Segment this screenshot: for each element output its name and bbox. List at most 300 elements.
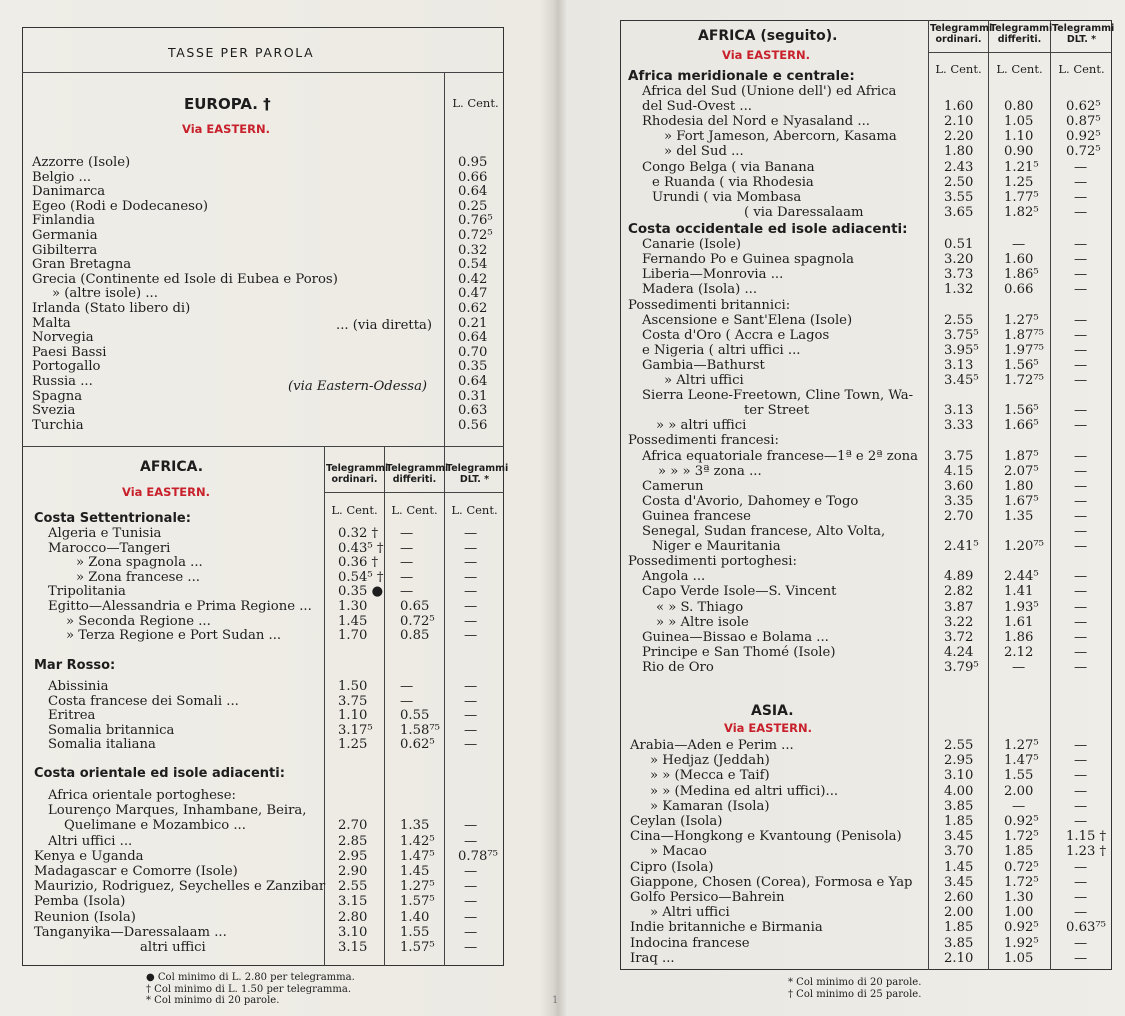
africa-row-ordinari: 3.15	[338, 894, 368, 909]
left-footnote-1: ● Col minimo di L. 2.80 per telegramma.	[146, 972, 355, 983]
africa-row-label: » Terza Regione e Port Sudan ...	[66, 628, 282, 643]
africa-cont-row-label: Gambia—Bathurst	[642, 358, 765, 373]
africa-row-label: Eritrea	[48, 708, 96, 723]
africa-cont-row-value: 2.43	[944, 160, 974, 175]
europa-row-value: 0.66	[458, 170, 488, 185]
africa-row-dlt: —	[464, 694, 478, 709]
europa-row-value: 0.64	[458, 374, 488, 389]
africa-cont-row-value: 3.73	[944, 267, 974, 282]
europa-col-rule	[444, 72, 445, 446]
africa-cont-row-label: Guinea francese	[642, 509, 751, 524]
europa-row-value: 0.32	[458, 243, 488, 258]
europa-row-value: 0.64	[458, 184, 488, 199]
africa-cont-row-label: Fernando Po e Guinea spagnola	[642, 252, 855, 267]
africa-cont-row-value: 2.41⁵	[944, 539, 979, 554]
asia-row-value: —	[1074, 860, 1088, 875]
africa-cont-row-value: —	[1074, 343, 1088, 358]
africa-cont-row-value: 3.22	[944, 615, 974, 630]
europa-row-value: 0.56	[458, 418, 488, 433]
africa-row-ordinari: 3.15	[338, 940, 368, 955]
africa-cont-row-label: Guinea—Bissao e Bolama ...	[642, 630, 829, 645]
africa-cont-row-value: 1.87⁵	[1004, 449, 1039, 464]
africa-cont-row-value: —	[1074, 449, 1088, 464]
europa-row-value: 0.70	[458, 345, 488, 360]
africa-cont-row-value: 1.80	[944, 144, 974, 159]
africa-cont-row-value: 0.51	[944, 237, 974, 252]
africa-row-dlt: —	[464, 599, 478, 614]
europa-row-value: 0.54	[458, 257, 488, 272]
europa-row-value: 0.76⁵	[458, 213, 493, 228]
africa-row-ordinari: 0.54⁵ †	[338, 570, 384, 585]
africa-row-label: altri uffici	[140, 940, 206, 955]
asia-row-value: 3.85	[944, 799, 974, 814]
europa-row-label: Norvegia	[32, 330, 94, 345]
africa-cont-row-label: Africa equatoriale francese—1ª e 2ª zona	[642, 449, 918, 464]
africa-cont-section-title: Costa occidentale ed isole adiacenti:	[628, 221, 908, 237]
europa-unit: L. Cent.	[452, 96, 499, 110]
gutter-mark: 1	[552, 995, 559, 1006]
europa-row-value: 0.25	[458, 199, 488, 214]
asia-row-label: » » (Medina ed altri uffici)...	[650, 784, 839, 799]
europa-row-value: 0.64	[458, 330, 488, 345]
africa-cont-row-value: 1.20⁷⁵	[1004, 539, 1044, 554]
africa-section-title: Mar Rosso:	[34, 658, 116, 673]
europa-row-value: 0.72⁵	[458, 228, 493, 243]
africa-cont-row-value: 0.80	[1004, 99, 1034, 114]
africa-row-label: Somalia britannica	[48, 723, 175, 738]
asia-row-value: 1.85	[944, 814, 974, 829]
africa-row-label: Tanganyika—Daressalaam ...	[34, 925, 227, 940]
africa-row-dlt: —	[464, 679, 478, 694]
africa-row-label: Maurizio, Rodriguez, Seychelles e Zanzibar	[34, 879, 326, 894]
asia-row-value: 3.45	[944, 829, 974, 844]
europa-row-value: 0.21	[458, 316, 488, 331]
africa-cont-row-label: e Nigeria ( altri uffici ...	[642, 343, 801, 358]
europa-title: EUROPA. †	[184, 95, 271, 113]
africa-cont-row-label: Capo Verde Isole—S. Vincent	[642, 584, 837, 599]
right-col-rule-1	[928, 20, 929, 970]
africa-cont-row-value: —	[1074, 313, 1088, 328]
asia-row-value: 0.72⁵	[1004, 860, 1039, 875]
africa-row-differiti: —	[400, 679, 414, 694]
africa-cont-row-value: 2.20	[944, 129, 974, 144]
africa-cont-row-value: —	[1074, 418, 1088, 433]
africa-cont-row-value: 3.79⁵	[944, 660, 979, 675]
europa-row-label: Grecia (Continente ed Isole di Eubea e Poros)	[32, 272, 338, 287]
africa-cont-row-value: 1.56⁵	[1004, 358, 1039, 373]
asia-row-value: —	[1074, 875, 1088, 890]
right-head-rule	[928, 52, 1112, 53]
africa-cont-row-label: » » » 3ª zona ...	[658, 464, 762, 479]
europa-row-label: Egeo (Rodi e Dodecaneso)	[32, 199, 209, 214]
africa-row-differiti: 1.58⁷⁵	[400, 723, 440, 738]
africa-row-differiti: 0.62⁵	[400, 737, 435, 752]
asia-row-value: 0.63⁷⁵	[1066, 920, 1106, 935]
africa-cont-row-value: 1.66⁵	[1004, 418, 1039, 433]
africa-cont-row-label: Sierra Leone-Freetown, Cline Town, Wa-	[642, 388, 914, 403]
asia-row-value: 1.72⁵	[1004, 829, 1039, 844]
africa-row-label: » Zona spagnola ...	[76, 555, 203, 570]
left-footnote-2: † Col minimo di L. 1.50 per telegramma.	[146, 984, 352, 995]
asia-row-label: » Macao	[650, 844, 707, 859]
asia-row-value: —	[1074, 905, 1088, 920]
africa-row-differiti: —	[400, 555, 414, 570]
africa-cont-row-value: —	[1074, 630, 1088, 645]
africa-cont-row-value: 1.56⁵	[1004, 403, 1039, 418]
africa-cont-row-value: 1.61	[1004, 615, 1034, 630]
africa-row-ordinari: 1.10	[338, 708, 368, 723]
africa-cont-row-label: Camerun	[642, 479, 704, 494]
africa-cont-row-value: 1.82⁵	[1004, 205, 1039, 220]
africa-cont-row-value: 4.24	[944, 645, 974, 660]
africa-row-ordinari: 0.32 †	[338, 526, 379, 541]
asia-row-value: 1.85	[944, 920, 974, 935]
africa-row-ordinari: 2.80	[338, 910, 368, 925]
africa-row-ordinari: 3.17⁵	[338, 723, 373, 738]
africa-cont-row-value: 3.72	[944, 630, 974, 645]
africa-cont-row-value: —	[1074, 252, 1088, 267]
africa-cont-row-label: Angola ...	[642, 569, 706, 584]
africa-cont-row-label: « » S. Thiago	[656, 600, 744, 615]
europa-row-label: Russia ...	[32, 374, 93, 389]
africa-cont-row-value: 1.60	[1004, 252, 1034, 267]
africa-row-label: » Zona francese ...	[76, 570, 200, 585]
unit-ordinari: L. Cent.	[331, 503, 378, 517]
africa-cont-row-value: —	[1074, 539, 1088, 554]
asia-row-value: 2.00	[1004, 784, 1034, 799]
africa-row-ordinari: 2.95	[338, 849, 368, 864]
asia-row-value: 1.72⁵	[1004, 875, 1039, 890]
right-footnote-2: † Col minimo di 25 parole.	[788, 989, 922, 1000]
africa-cont-row-value: 1.93⁵	[1004, 600, 1039, 615]
africa-cont-row-label: Principe e San Thomé (Isole)	[642, 645, 836, 660]
africa-cont-row-value: 3.87	[944, 600, 974, 615]
africa-row-label: Pemba (Isola)	[34, 894, 126, 909]
africa-cont-row-value: 3.65	[944, 205, 974, 220]
africa-row-differiti: 1.35	[400, 818, 430, 833]
africa-cont-row-value: —	[1074, 373, 1088, 388]
r-col-differiti: Telegrammi differiti.	[990, 23, 1053, 45]
africa-row-differiti: —	[400, 541, 414, 556]
africa-row-dlt: —	[464, 940, 478, 955]
asia-row-value: 1.30	[1004, 890, 1034, 905]
africa-cont-row-value: 2.12	[1004, 645, 1034, 660]
europa-row-label: Gibilterra	[32, 243, 98, 258]
africa-cont-row-value: 0.92⁵	[1066, 129, 1101, 144]
asia-row-value: 3.85	[944, 936, 974, 951]
africa-cont-row-label: » Fort Jameson, Abercorn, Kasama	[664, 129, 897, 144]
africa-cont-row-label: Possedimenti britannici:	[628, 298, 791, 313]
asia-row-value: —	[1074, 784, 1088, 799]
asia-row-label: Arabia—Aden e Perim ...	[630, 738, 794, 753]
africa-cont-row-value: 1.80	[1004, 479, 1034, 494]
asia-row-label: » » (Mecca e Taif)	[650, 768, 770, 783]
africa-cont-row-value: —	[1074, 160, 1088, 175]
africa-cont-row-value: —	[1074, 569, 1088, 584]
asia-row-value: —	[1074, 768, 1088, 783]
right-col-rule-2	[988, 20, 989, 970]
africa-cont-row-label: Costa d'Avorio, Dahomey e Togo	[642, 494, 859, 509]
africa-section-title: Costa orientale ed isole adiacenti:	[34, 766, 285, 781]
africa-cont-row-value: —	[1074, 509, 1088, 524]
africa-row-label: Altri uffici ...	[48, 834, 133, 849]
r-col-dlt: Telegrammi DLT. *	[1052, 23, 1115, 45]
r-unit-differiti: L. Cent.	[996, 62, 1043, 76]
africa-cont-row-value: 1.27⁵	[1004, 313, 1039, 328]
africa-row-dlt: —	[464, 925, 478, 940]
africa-cont-row-value: —	[1074, 600, 1088, 615]
africa-cont-row-label: Senegal, Sudan francese, Alto Volta,	[642, 524, 886, 539]
africa-row-label: Africa orientale portoghese:	[48, 788, 236, 803]
africa-row-label: Reunion (Isola)	[34, 910, 136, 925]
africa-cont-row-label: Canarie (Isole)	[642, 237, 742, 252]
africa-cont-row-label: ter Street	[744, 403, 810, 418]
europa-row-label: Gran Bretagna	[32, 257, 132, 272]
europa-row-value: 0.31	[458, 389, 488, 404]
asia-row-label: Ceylan (Isola)	[630, 814, 723, 829]
africa-cont-row-label: Possedimenti portoghesi:	[628, 554, 797, 569]
africa-row-differiti: 1.42⁵	[400, 834, 435, 849]
asia-row-value: 3.10	[944, 768, 974, 783]
africa-cont-row-value: 1.72⁷⁵	[1004, 373, 1044, 388]
africa-cont-row-label: Costa d'Oro ( Accra e Lagos	[642, 328, 830, 343]
africa-cont-row-label: e Ruanda ( via Rhodesia	[652, 175, 814, 190]
col-dlt: Telegrammi DLT. *	[446, 463, 509, 485]
africa-cont-row-value: 0.90	[1004, 144, 1034, 159]
africa-row-differiti: 1.47⁵	[400, 849, 435, 864]
africa-row-ordinari: 2.90	[338, 864, 368, 879]
africa-row-dlt: —	[464, 723, 478, 738]
asia-row-value: —	[1012, 799, 1026, 814]
africa-cont-row-value: —	[1074, 328, 1088, 343]
africa-row-dlt: —	[464, 570, 478, 585]
africa-cont-row-value: 1.97⁷⁵	[1004, 343, 1044, 358]
asia-row-value: —	[1074, 753, 1088, 768]
africa-cont-row-value: 3.20	[944, 252, 974, 267]
africa-via: Via EASTERN.	[122, 485, 210, 499]
africa-cont-row-value: 3.45⁵	[944, 373, 979, 388]
europa-row-value: 0.35	[458, 359, 488, 374]
africa-cont-row-value: 0.66	[1004, 282, 1034, 297]
africa-row-label: Tripolitania	[48, 584, 126, 599]
asia-row-value: 1.27⁵	[1004, 738, 1039, 753]
asia-row-value: 2.10	[944, 951, 974, 966]
africa-row-label: Quelimane e Mozambico ...	[64, 818, 246, 833]
r-unit-dlt: L. Cent.	[1058, 62, 1105, 76]
europa-row-label: Paesi Bassi	[32, 345, 107, 360]
africa-row-differiti: 1.27⁵	[400, 879, 435, 894]
africa-cont-row-value: 0.72⁵	[1066, 144, 1101, 159]
africa-cont-row-value: —	[1074, 615, 1088, 630]
africa-cont-row-value: 1.41	[1004, 584, 1034, 599]
africa-cont-row-label: Rhodesia del Nord e Nyasaland ...	[642, 114, 870, 129]
africa-row-label: » Seconda Regione ...	[66, 614, 211, 629]
asia-row-value: —	[1074, 936, 1088, 951]
asia-row-label: Iraq ...	[630, 951, 675, 966]
asia-row-label: Cipro (Isola)	[630, 860, 714, 875]
asia-row-value: 3.70	[944, 844, 974, 859]
africa-cont-row-value: 3.60	[944, 479, 974, 494]
africa-row-dlt: —	[464, 614, 478, 629]
page-header: TASSE PER PAROLA	[168, 45, 315, 60]
africa-cont-row-label: Possedimenti francesi:	[628, 433, 779, 448]
asia-row-value: 1.92⁵	[1004, 936, 1039, 951]
africa-cont-row-value: 1.67⁵	[1004, 494, 1039, 509]
asia-row-label: Giappone, Chosen (Corea), Formosa e Yap	[630, 875, 913, 890]
africa-row-ordinari: 2.85	[338, 834, 368, 849]
africa-row-ordinari: 2.55	[338, 879, 368, 894]
africa-cont-row-value: 3.55	[944, 190, 974, 205]
asia-row-label: Indie britanniche e Birmania	[630, 920, 823, 935]
europa-via: Via EASTERN.	[182, 122, 270, 136]
europa-row-label: Danimarca	[32, 184, 106, 199]
africa-title: AFRICA.	[140, 459, 204, 475]
europa-row-value: 0.47	[458, 286, 488, 301]
africa-row-dlt: —	[464, 818, 478, 833]
africa-row-label: Madagascar e Comorre (Isole)	[34, 864, 238, 879]
unit-differiti: L. Cent.	[391, 503, 438, 517]
col-ordinari: Telegrammi ordinari.	[326, 463, 389, 485]
africa-cont-row-value: 1.21⁵	[1004, 160, 1039, 175]
africa-cont-row-value: 3.13	[944, 403, 974, 418]
africa-row-dlt: —	[464, 879, 478, 894]
africa-cont-row-value: —	[1074, 282, 1088, 297]
africa-section-title: Costa Settentrionale:	[34, 511, 191, 526]
asia-row-label: » Kamaran (Isola)	[650, 799, 770, 814]
africa-cont-row-value: 3.35	[944, 494, 974, 509]
africa-cont-via: Via EASTERN.	[722, 48, 810, 62]
europa-row-label: Malta	[32, 316, 71, 331]
asia-row-value: —	[1074, 814, 1088, 829]
asia-title: ASIA.	[751, 703, 794, 719]
asia-row-value: 1.05	[1004, 951, 1034, 966]
africa-cont-row-label: ( via Daressalaam	[744, 205, 864, 220]
africa-cont-row-label: Madera (Isola) ...	[642, 282, 758, 297]
africa-row-ordinari: 1.50	[338, 679, 368, 694]
africa-row-differiti: 0.55	[400, 708, 430, 723]
africa-cont-row-label: Rio de Oro	[642, 660, 714, 675]
asia-row-value: 2.95	[944, 753, 974, 768]
africa-top-rule	[22, 446, 504, 447]
africa-cont-row-value: —	[1074, 464, 1088, 479]
africa-row-dlt: —	[464, 708, 478, 723]
africa-row-ordinari: 0.43⁵ †	[338, 541, 384, 556]
africa-row-label: Lourenço Marques, Inhambane, Beira,	[48, 803, 307, 818]
asia-row-value: 1.23 †	[1066, 844, 1107, 859]
africa-cont-row-value: 2.55	[944, 313, 974, 328]
asia-row-value: 1.45	[944, 860, 974, 875]
asia-row-label: Indocina francese	[630, 936, 750, 951]
africa-cont-row-value: —	[1074, 358, 1088, 373]
africa-cont-row-label: » » Altre isole	[656, 615, 749, 630]
africa-row-dlt: —	[464, 737, 478, 752]
africa-cont-row-value: —	[1012, 237, 1026, 252]
africa-cont-row-label: Niger e Mauritania	[652, 539, 781, 554]
europa-row-label: Portogallo	[32, 359, 101, 374]
africa-cont-row-value: 1.86⁵	[1004, 267, 1039, 282]
africa-row-ordinari: 0.36 †	[338, 555, 379, 570]
asia-row-label: » Altri uffici	[650, 905, 730, 920]
africa-cont-row-label: Ascensione e Sant'Elena (Isole)	[642, 313, 853, 328]
africa-cont-row-value: —	[1074, 524, 1088, 539]
africa-cont-row-value: —	[1074, 267, 1088, 282]
europa-row-label: » (altre isole) ...	[52, 286, 158, 301]
right-footnote-1: * Col minimo di 20 parole.	[788, 977, 922, 988]
africa-row-dlt: —	[464, 864, 478, 879]
africa-cont-row-value: 0.87⁵	[1066, 114, 1101, 129]
europa-row-label: Azzorre (Isole)	[32, 155, 131, 170]
africa-row-differiti: 1.57⁵	[400, 940, 435, 955]
africa-row-label: Kenya e Uganda	[34, 849, 144, 864]
europa-row-label: Belgio ...	[32, 170, 92, 185]
europa-row-label: Svezia	[32, 403, 76, 418]
left-footnote-3: * Col minimo di 20 parole.	[146, 995, 280, 1006]
russia-note: (via Eastern-Odessa)	[288, 379, 428, 394]
africa-cont-row-label: del Sud-Ovest ...	[642, 99, 752, 114]
europa-row-value: 0.42	[458, 272, 488, 287]
africa-row-label: Somalia italiana	[48, 737, 156, 752]
africa-cont-row-value: 2.10	[944, 114, 974, 129]
africa-cont-row-value: —	[1074, 403, 1088, 418]
africa-row-label: Egitto—Alessandria e Prima Regione ...	[48, 599, 312, 614]
asia-row-label: Cina—Hongkong e Kvantoung (Penisola)	[630, 829, 902, 844]
europa-row-label: Irlanda (Stato libero di)	[32, 301, 191, 316]
africa-cont-row-value: 2.70	[944, 509, 974, 524]
asia-row-value: 4.00	[944, 784, 974, 799]
africa-row-differiti: —	[400, 694, 414, 709]
europa-row-value: 0.62	[458, 301, 488, 316]
africa-row-dlt: 0.78⁷⁵	[458, 849, 498, 864]
africa-row-ordinari: 1.45	[338, 614, 368, 629]
africa-cont-row-value: 3.13	[944, 358, 974, 373]
africa-cont-row-value: 1.77⁵	[1004, 190, 1039, 205]
europa-row-label: Germania	[32, 228, 98, 243]
africa-row-label: Costa francese dei Somali ...	[48, 694, 239, 709]
africa-col-rule-3	[444, 446, 445, 966]
africa-cont-row-value: —	[1074, 494, 1088, 509]
africa-row-differiti: 0.72⁵	[400, 614, 435, 629]
asia-row-value: 2.60	[944, 890, 974, 905]
europa-row-value: 0.63	[458, 403, 488, 418]
africa-cont-row-value: —	[1074, 584, 1088, 599]
asia-row-value: 2.55	[944, 738, 974, 753]
africa-row-label: Algeria e Tunisia	[48, 526, 162, 541]
africa-row-differiti: 1.45	[400, 864, 430, 879]
africa-row-dlt: —	[464, 910, 478, 925]
africa-cont-row-value: 1.60	[944, 99, 974, 114]
africa-cont-row-value: 1.35	[1004, 509, 1034, 524]
africa-cont-row-value: 2.82	[944, 584, 974, 599]
africa-cont-row-value: —	[1074, 645, 1088, 660]
asia-row-value: 0.92⁵	[1004, 920, 1039, 935]
asia-row-value: —	[1074, 799, 1088, 814]
africa-cont-row-label: Urundi ( via Mombasa	[652, 190, 802, 205]
africa-cont-row-value: 1.10	[1004, 129, 1034, 144]
r-unit-ordinari: L. Cent.	[935, 62, 982, 76]
asia-row-value: —	[1074, 951, 1088, 966]
right-col-rule-3	[1050, 20, 1051, 970]
africa-cont-row-value: 4.89	[944, 569, 974, 584]
africa-cont-row-value: 3.95⁵	[944, 343, 979, 358]
africa-cont-row-value: 4.15	[944, 464, 974, 479]
africa-cont-row-value: —	[1074, 660, 1088, 675]
africa-cont-row-value: —	[1074, 479, 1088, 494]
asia-row-value: 1.15 †	[1066, 829, 1107, 844]
europa-row-label: Spagna	[32, 389, 83, 404]
asia-row-value: 0.92⁵	[1004, 814, 1039, 829]
africa-cont-row-value: 1.87⁷⁵	[1004, 328, 1044, 343]
africa-row-dlt: —	[464, 834, 478, 849]
